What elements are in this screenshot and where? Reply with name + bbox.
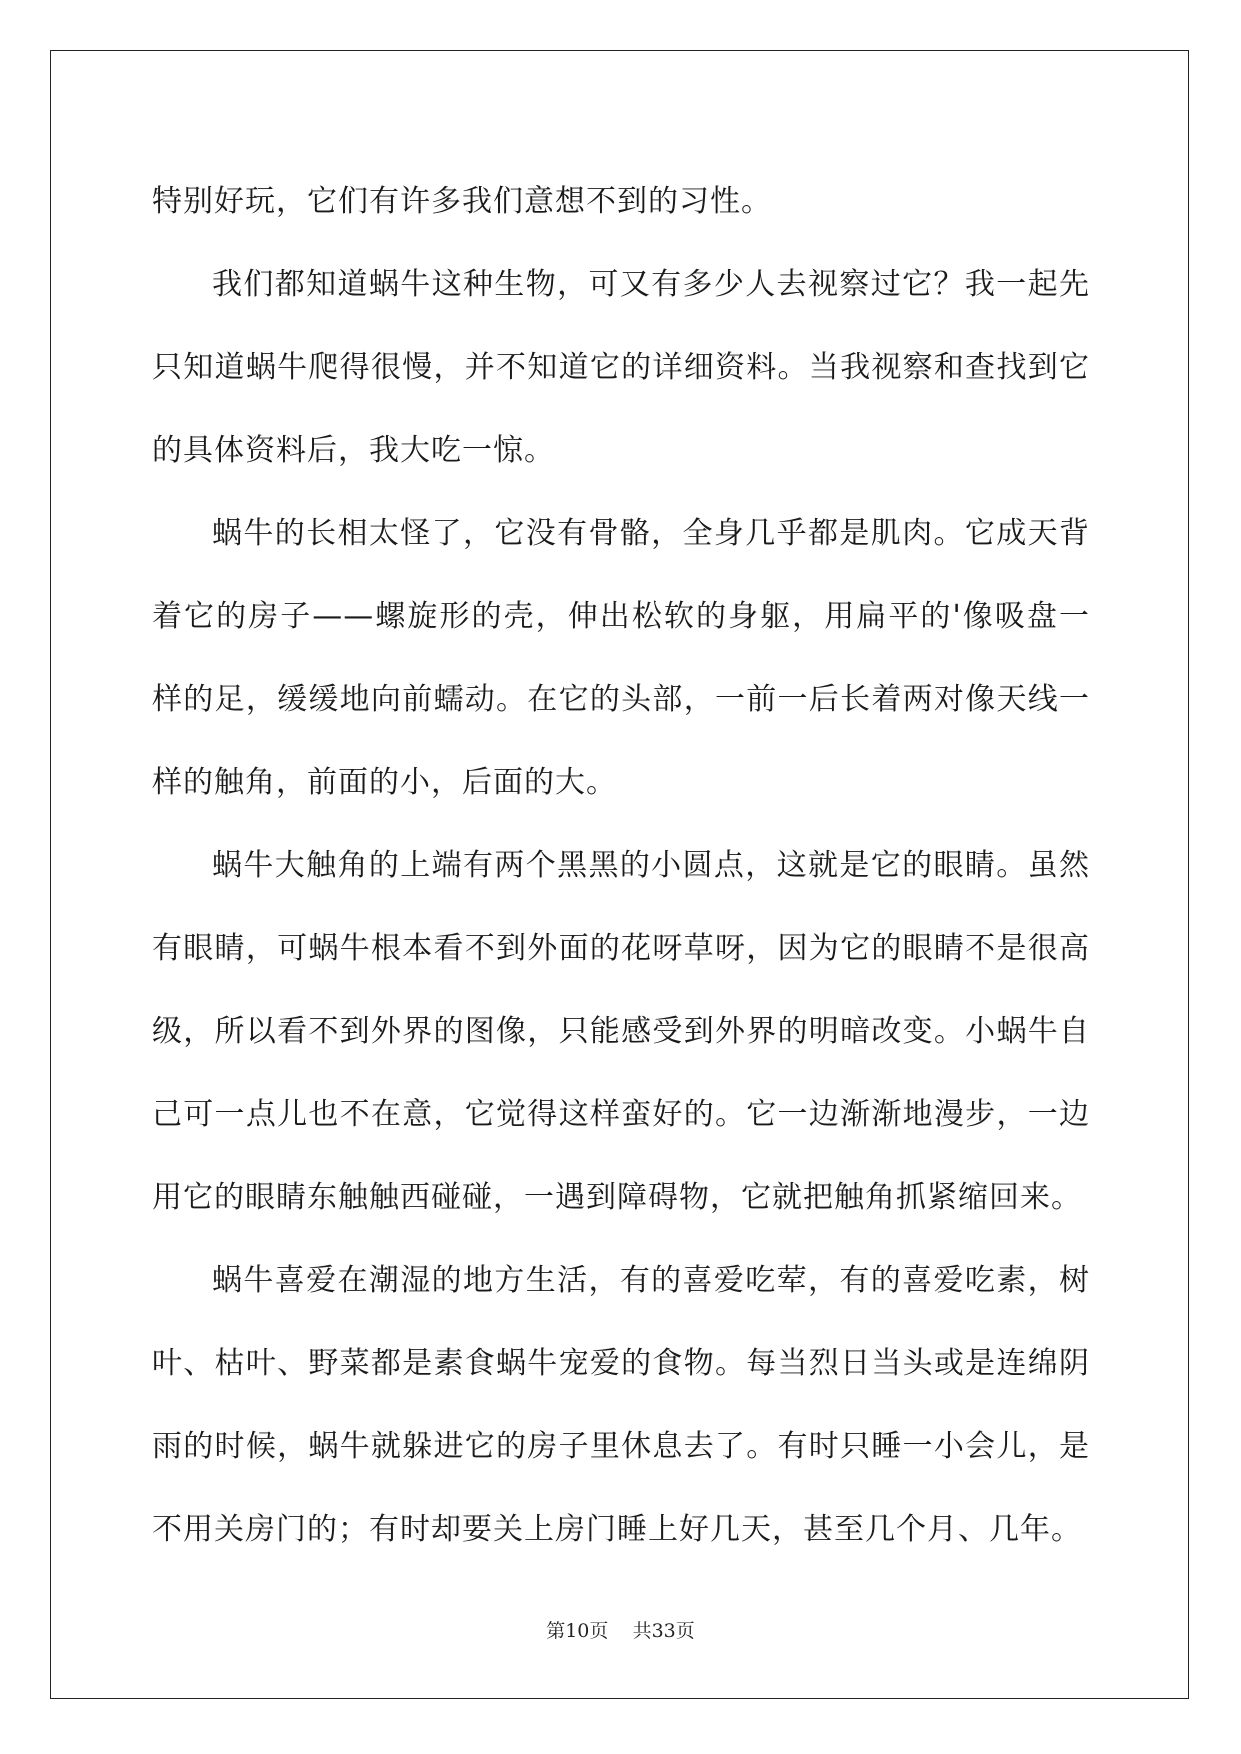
page-number: 第10页 [546, 1620, 609, 1642]
paragraph-5: 蜗牛喜爱在潮湿的地方生活，有的喜爱吃荤，有的喜爱吃素，树叶、枯叶、野菜都是素食蜗牛宠爱的食物。每当烈日当头或是连绵阴雨的时候，蜗牛就躲进它的房子里休息去了。有时只睡一小会儿，是不用关房门的；有时却要关上房门睡上好几天，甚至几个月、几年。 [152, 1263, 1090, 1547]
page-footer [0, 1616, 1241, 1643]
paragraph-4: 蜗牛大触角的上端有两个黑黑的小圆点，这就是它的眼睛。虽然有眼睛，可蜗牛根本看不到外面的花呀草呀，因为它的眼睛不是很高级，所以看不到外界的图像，只能感受到外界的明暗改变。小蜗牛自己可一点儿也不在意，它觉得这样蛮好的。它一边渐渐地漫步，一边用它的眼睛东触触西碰碰，一遇到障碍物，它就把触角抓紧缩回来。 [152, 848, 1090, 1215]
page-total: 共33页 [632, 1620, 695, 1642]
paragraph-2: 我们都知道蜗牛这种生物，可又有多少人去视察过它？我一起先只知道蜗牛爬得很慢，并不知道它的详细资料。当我视察和查找到它的具体资料后，我大吃一惊。 [152, 267, 1090, 468]
paragraph-3: 蜗牛的长相太怪了，它没有骨骼，全身几乎都是肌肉。它成天背着它的房子——螺旋形的壳，伸出松软的身躯，用扁平的'像吸盘一样的足，缓缓地向前蠕动。在它的头部，一前一后长着两对像天线一样的触角，前面的小，后面的大。 [152, 516, 1090, 800]
document-body [152, 160, 1090, 1571]
paragraph-1: 特别好玩，它们有许多我们意想不到的习性。 [152, 184, 772, 219]
